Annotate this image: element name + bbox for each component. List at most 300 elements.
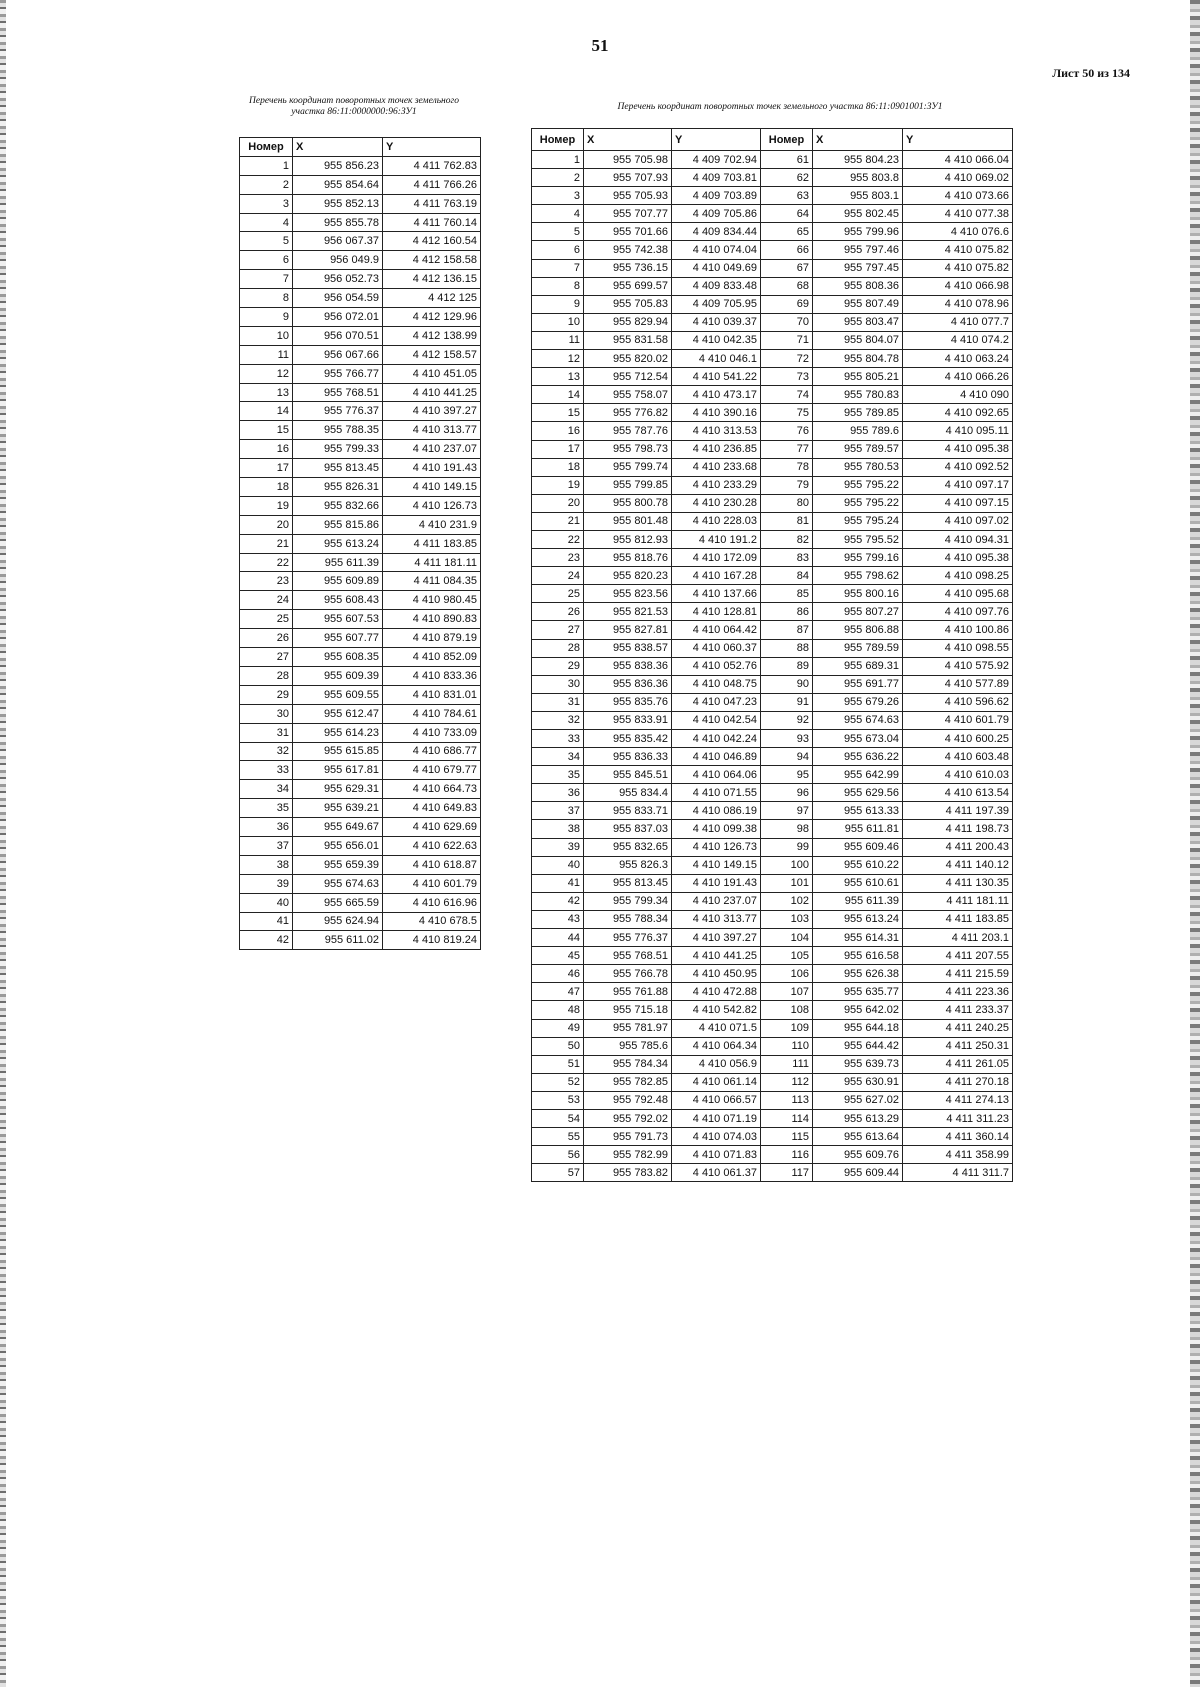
table-cell: 4 410 678.5	[383, 912, 481, 931]
table-cell: 955 820.02	[584, 350, 672, 368]
table-cell: 955 781.97	[584, 1019, 672, 1037]
table-cell: 109	[761, 1019, 813, 1037]
header-x: X	[293, 138, 383, 157]
table-cell: 26	[240, 629, 293, 648]
table-row	[240, 289, 481, 308]
table-header-row	[240, 138, 481, 157]
table-cell: 955 715.18	[584, 1001, 672, 1019]
table-cell: 4 410 390.16	[672, 404, 761, 422]
table-cell: 4 410 664.73	[383, 780, 481, 799]
table-cell: 955 795.22	[813, 476, 903, 494]
table-cell: 10	[532, 313, 584, 331]
table-cell: 956 072.01	[293, 308, 383, 327]
table-row	[240, 836, 481, 855]
table-cell: 955 829.94	[584, 313, 672, 331]
table-cell: 955 766.78	[584, 965, 672, 983]
table-row	[240, 818, 481, 837]
table-cell: 4 410 071.83	[672, 1146, 761, 1164]
table-row	[532, 1073, 1013, 1091]
table-cell: 68	[761, 277, 813, 295]
table-cell: 94	[761, 748, 813, 766]
table-cell: 22	[532, 530, 584, 548]
table-cell: 2	[532, 169, 584, 187]
table-cell: 115	[761, 1128, 813, 1146]
table-cell: 4 410 095.38	[903, 549, 1013, 567]
table-cell: 51	[532, 1055, 584, 1073]
table-cell: 955 707.77	[584, 205, 672, 223]
table-cell: 4 410 237.07	[383, 440, 481, 459]
table-cell: 4 410 191.43	[383, 459, 481, 478]
table-cell: 83	[761, 549, 813, 567]
table-cell: 80	[761, 494, 813, 512]
table-row	[240, 761, 481, 780]
table-cell: 4 410 831.01	[383, 685, 481, 704]
table-row	[240, 931, 481, 950]
table-cell: 4 411 311.7	[903, 1164, 1013, 1182]
scan-edge-right	[1190, 0, 1200, 1687]
table-cell: 111	[761, 1055, 813, 1073]
table-cell: 955 807.49	[813, 295, 903, 313]
table-cell: 955 615.85	[293, 742, 383, 761]
table-cell: 19	[240, 496, 293, 515]
table-cell: 4 411 760.14	[383, 213, 481, 232]
table-cell: 4 410 601.79	[903, 711, 1013, 729]
table-cell: 116	[761, 1146, 813, 1164]
table-cell: 955 800.16	[813, 585, 903, 603]
table-cell: 4 410 542.82	[672, 1001, 761, 1019]
table-cell: 955 783.82	[584, 1164, 672, 1182]
table-row	[240, 402, 481, 421]
header-x: X	[584, 129, 672, 151]
table-row	[240, 855, 481, 874]
table-cell: 4 411 207.55	[903, 947, 1013, 965]
table-cell: 4 410 042.35	[672, 331, 761, 349]
table-cell: 955 610.22	[813, 856, 903, 874]
table-cell: 955 659.39	[293, 855, 383, 874]
header-x-2: X	[813, 129, 903, 151]
table-cell: 4 411 200.43	[903, 838, 1013, 856]
table-row	[240, 421, 481, 440]
table-cell: 50	[532, 1037, 584, 1055]
table-cell: 955 761.88	[584, 983, 672, 1001]
table-row	[240, 629, 481, 648]
table-cell: 955 768.51	[584, 947, 672, 965]
table-cell: 29	[532, 657, 584, 675]
table-cell: 4 411 274.13	[903, 1091, 1013, 1109]
table-cell: 955 803.47	[813, 313, 903, 331]
table-cell: 955 835.76	[584, 693, 672, 711]
table-cell: 4 410 313.77	[383, 421, 481, 440]
table-cell: 955 674.63	[813, 711, 903, 729]
table-cell: 75	[761, 404, 813, 422]
table-cell: 4 410 649.83	[383, 799, 481, 818]
table-row	[532, 386, 1013, 404]
table-row	[532, 530, 1013, 548]
table-cell: 955 798.73	[584, 440, 672, 458]
table-cell: 955 813.45	[293, 459, 383, 478]
table-cell: 31	[532, 693, 584, 711]
table-cell: 54	[532, 1109, 584, 1127]
table-cell: 955 609.39	[293, 666, 383, 685]
table-row	[240, 648, 481, 667]
table-cell: 4 412 158.58	[383, 251, 481, 270]
table-cell: 2	[240, 175, 293, 194]
table-cell: 4 412 158.57	[383, 345, 481, 364]
table-cell: 4 410 230.28	[672, 494, 761, 512]
table-cell: 955 758.07	[584, 386, 672, 404]
table-cell: 12	[240, 364, 293, 383]
table-cell: 36	[240, 818, 293, 837]
table-cell: 956 052.73	[293, 270, 383, 289]
table-cell: 78	[761, 458, 813, 476]
table-cell: 4 410 048.75	[672, 675, 761, 693]
table-cell: 955 705.83	[584, 295, 672, 313]
table-cell: 28	[532, 639, 584, 657]
table-cell: 4 410 097.15	[903, 494, 1013, 512]
table-cell: 1	[532, 151, 584, 169]
table-cell: 955 782.99	[584, 1146, 672, 1164]
table-cell: 4 411 203.1	[903, 929, 1013, 947]
table-cell: 4 411 763.19	[383, 194, 481, 213]
table-row	[532, 1001, 1013, 1019]
table-cell: 955 835.42	[584, 730, 672, 748]
table-row	[240, 270, 481, 289]
table-cell: 4 411 358.99	[903, 1146, 1013, 1164]
table-cell: 955 823.56	[584, 585, 672, 603]
table-row	[532, 1037, 1013, 1055]
table-cell: 4 410 313.53	[672, 422, 761, 440]
table-cell: 4 410 397.27	[672, 929, 761, 947]
table-cell: 955 785.6	[584, 1037, 672, 1055]
table-row	[532, 350, 1013, 368]
table-row	[240, 572, 481, 591]
table-cell: 42	[532, 892, 584, 910]
table-row	[532, 1091, 1013, 1109]
left-table-body	[240, 156, 481, 949]
table-row	[240, 326, 481, 345]
header-y: Y	[672, 129, 761, 151]
table-cell: 4 410 066.04	[903, 151, 1013, 169]
table-cell: 22	[240, 553, 293, 572]
table-cell: 96	[761, 784, 813, 802]
table-row	[532, 187, 1013, 205]
table-cell: 39	[240, 874, 293, 893]
table-row	[240, 723, 481, 742]
table-cell: 4 410 819.24	[383, 931, 481, 950]
table-row	[240, 308, 481, 327]
table-row	[532, 1109, 1013, 1127]
table-cell: 40	[240, 893, 293, 912]
table-cell: 955 776.37	[584, 929, 672, 947]
table-cell: 955 836.33	[584, 748, 672, 766]
table-cell: 955 806.88	[813, 621, 903, 639]
table-cell: 955 780.53	[813, 458, 903, 476]
table-cell: 4 410 577.89	[903, 675, 1013, 693]
table-cell: 955 665.59	[293, 893, 383, 912]
table-row	[532, 748, 1013, 766]
table-cell: 63	[761, 187, 813, 205]
table-cell: 4 410 076.6	[903, 223, 1013, 241]
table-cell: 72	[761, 350, 813, 368]
table-row	[532, 929, 1013, 947]
table-row	[240, 534, 481, 553]
table-row	[240, 666, 481, 685]
table-cell: 4 410 092.52	[903, 458, 1013, 476]
table-cell: 955 707.93	[584, 169, 672, 187]
table-cell: 38	[532, 820, 584, 838]
table-cell: 955 799.74	[584, 458, 672, 476]
table-cell: 81	[761, 512, 813, 530]
table-row	[240, 364, 481, 383]
table-row	[532, 422, 1013, 440]
table-row	[240, 515, 481, 534]
table-row	[532, 983, 1013, 1001]
table-cell: 76	[761, 422, 813, 440]
table-row	[532, 838, 1013, 856]
table-cell: 955 617.81	[293, 761, 383, 780]
table-cell: 4 412 136.15	[383, 270, 481, 289]
table-cell: 955 613.33	[813, 802, 903, 820]
table-row	[240, 874, 481, 893]
table-cell: 21	[240, 534, 293, 553]
table-cell: 4 410 074.03	[672, 1128, 761, 1146]
table-cell: 4 410 622.63	[383, 836, 481, 855]
table-row	[240, 610, 481, 629]
table-cell: 4 410 097.02	[903, 512, 1013, 530]
table-cell: 955 736.15	[584, 259, 672, 277]
table-cell: 955 788.34	[584, 910, 672, 928]
left-table-caption: Перечень координат поворотных точек земельного участка 86:11:0000000:96:ЗУ1	[249, 96, 459, 117]
table-cell: 108	[761, 1001, 813, 1019]
table-cell: 955 832.66	[293, 496, 383, 515]
table-cell: 955 629.56	[813, 784, 903, 802]
table-cell: 4 410 613.54	[903, 784, 1013, 802]
table-cell: 11	[532, 331, 584, 349]
table-row	[532, 910, 1013, 928]
table-cell: 10	[240, 326, 293, 345]
table-cell: 4 410 441.25	[383, 383, 481, 402]
table-cell: 4 411 311.23	[903, 1109, 1013, 1127]
header-number: Номер	[240, 138, 293, 157]
table-cell: 4 410 601.79	[383, 874, 481, 893]
table-cell: 11	[240, 345, 293, 364]
table-cell: 73	[761, 368, 813, 386]
table-cell: 4 410 086.19	[672, 802, 761, 820]
table-cell: 4 410 095.11	[903, 422, 1013, 440]
table-cell: 4 411 223.36	[903, 983, 1013, 1001]
table-cell: 4 410 618.87	[383, 855, 481, 874]
table-cell: 955 820.23	[584, 567, 672, 585]
table-cell: 955 845.51	[584, 766, 672, 784]
table-row	[532, 675, 1013, 693]
table-row	[532, 1055, 1013, 1073]
table-cell: 955 852.13	[293, 194, 383, 213]
table-cell: 4 410 441.25	[672, 947, 761, 965]
table-cell: 98	[761, 820, 813, 838]
table-cell: 955 804.07	[813, 331, 903, 349]
table-row	[532, 766, 1013, 784]
table-cell: 4 410 126.73	[383, 496, 481, 515]
table-cell: 114	[761, 1109, 813, 1127]
table-row	[532, 205, 1013, 223]
table-cell: 955 614.31	[813, 929, 903, 947]
table-cell: 30	[240, 704, 293, 723]
table-cell: 955 812.93	[584, 530, 672, 548]
table-cell: 7	[532, 259, 584, 277]
table-cell: 56	[532, 1146, 584, 1164]
table-cell: 102	[761, 892, 813, 910]
table-cell: 955 813.45	[584, 874, 672, 892]
table-row	[532, 603, 1013, 621]
table-cell: 4 410 056.9	[672, 1055, 761, 1073]
table-cell: 955 799.85	[584, 476, 672, 494]
table-row	[532, 368, 1013, 386]
table-row	[240, 704, 481, 723]
table-row	[532, 892, 1013, 910]
table-cell: 955 611.39	[813, 892, 903, 910]
table-row	[532, 693, 1013, 711]
coordinates-table-left	[239, 137, 481, 950]
table-row	[240, 213, 481, 232]
table-cell: 40	[532, 856, 584, 874]
table-cell: 4 411 197.39	[903, 802, 1013, 820]
table-cell: 955 804.78	[813, 350, 903, 368]
table-row	[240, 194, 481, 213]
table-cell: 21	[532, 512, 584, 530]
table-row	[240, 175, 481, 194]
table-cell: 4 410 061.14	[672, 1073, 761, 1091]
table-cell: 4 410 610.03	[903, 766, 1013, 784]
table-cell: 4 410 172.09	[672, 549, 761, 567]
table-cell: 4 410 733.09	[383, 723, 481, 742]
table-cell: 4 410 472.88	[672, 983, 761, 1001]
table-row	[532, 1146, 1013, 1164]
table-cell: 955 838.36	[584, 657, 672, 675]
table-cell: 44	[532, 929, 584, 947]
table-row	[240, 742, 481, 761]
table-cell: 35	[240, 799, 293, 818]
table-cell: 4 410 098.25	[903, 567, 1013, 585]
table-cell: 955 795.22	[813, 494, 903, 512]
table-cell: 4 410 833.36	[383, 666, 481, 685]
table-row	[240, 496, 481, 515]
table-row	[532, 476, 1013, 494]
table-cell: 33	[532, 730, 584, 748]
table-cell: 30	[532, 675, 584, 693]
table-cell: 4 411 762.83	[383, 156, 481, 175]
table-cell: 117	[761, 1164, 813, 1182]
table-cell: 955 607.53	[293, 610, 383, 629]
table-cell: 955 833.91	[584, 711, 672, 729]
table-cell: 4 411 360.14	[903, 1128, 1013, 1146]
table-cell: 66	[761, 241, 813, 259]
table-cell: 955 807.27	[813, 603, 903, 621]
table-cell: 4 410 233.68	[672, 458, 761, 476]
table-cell: 61	[761, 151, 813, 169]
table-cell: 64	[761, 205, 813, 223]
table-cell: 4 411 181.11	[903, 892, 1013, 910]
table-cell: 955 837.03	[584, 820, 672, 838]
table-cell: 4	[532, 205, 584, 223]
table-cell: 4 410 073.66	[903, 187, 1013, 205]
table-cell: 37	[532, 802, 584, 820]
table-cell: 955 613.24	[293, 534, 383, 553]
table-cell: 955 649.67	[293, 818, 383, 837]
table-cell: 955 607.77	[293, 629, 383, 648]
table-cell: 46	[532, 965, 584, 983]
table-cell: 4 410 064.42	[672, 621, 761, 639]
table-cell: 4 411 233.37	[903, 1001, 1013, 1019]
table-cell: 27	[532, 621, 584, 639]
table-cell: 113	[761, 1091, 813, 1109]
table-cell: 4 410 064.34	[672, 1037, 761, 1055]
table-cell: 4 409 834.44	[672, 223, 761, 241]
table-cell: 5	[532, 223, 584, 241]
table-cell: 4 410 237.07	[672, 892, 761, 910]
table-cell: 4 410 047.23	[672, 693, 761, 711]
table-cell: 4 410 541.22	[672, 368, 761, 386]
table-cell: 4 412 125	[383, 289, 481, 308]
table-cell: 955 691.77	[813, 675, 903, 693]
table-cell: 955 613.29	[813, 1109, 903, 1127]
table-cell: 4 410 092.65	[903, 404, 1013, 422]
table-cell: 955 836.36	[584, 675, 672, 693]
table-cell: 55	[532, 1128, 584, 1146]
table-cell: 955 815.86	[293, 515, 383, 534]
table-cell: 17	[240, 459, 293, 478]
table-row	[240, 553, 481, 572]
table-cell: 955 789.85	[813, 404, 903, 422]
table-cell: 104	[761, 929, 813, 947]
table-cell: 20	[532, 494, 584, 512]
table-cell: 955 797.46	[813, 241, 903, 259]
table-cell: 43	[532, 910, 584, 928]
table-cell: 4 410 039.37	[672, 313, 761, 331]
table-row	[532, 856, 1013, 874]
table-cell: 4 410 095.68	[903, 585, 1013, 603]
table-cell: 4 410 071.55	[672, 784, 761, 802]
table-cell: 4 410 075.82	[903, 241, 1013, 259]
table-row	[240, 685, 481, 704]
table-cell: 37	[240, 836, 293, 855]
table-cell: 955 705.93	[584, 187, 672, 205]
table-row	[532, 494, 1013, 512]
table-cell: 39	[532, 838, 584, 856]
table-cell: 955 799.96	[813, 223, 903, 241]
table-cell: 4 410 128.81	[672, 603, 761, 621]
table-cell: 956 070.51	[293, 326, 383, 345]
table-cell: 4 410 231.9	[383, 515, 481, 534]
table-cell: 4 411 183.85	[903, 910, 1013, 928]
table-cell: 26	[532, 603, 584, 621]
table-cell: 955 787.76	[584, 422, 672, 440]
table-cell: 955 833.71	[584, 802, 672, 820]
table-cell: 4 412 160.54	[383, 232, 481, 251]
table-cell: 4 410 600.25	[903, 730, 1013, 748]
table-cell: 9	[240, 308, 293, 327]
table-cell: 955 801.48	[584, 512, 672, 530]
table-cell: 955 609.76	[813, 1146, 903, 1164]
table-cell: 33	[240, 761, 293, 780]
table-cell: 955 795.24	[813, 512, 903, 530]
table-cell: 955 795.52	[813, 530, 903, 548]
table-row	[532, 820, 1013, 838]
table-cell: 3	[532, 187, 584, 205]
header-y-2: Y	[903, 129, 1013, 151]
table-cell: 18	[240, 478, 293, 497]
table-cell: 4 411 140.12	[903, 856, 1013, 874]
table-cell: 4 410 167.28	[672, 567, 761, 585]
